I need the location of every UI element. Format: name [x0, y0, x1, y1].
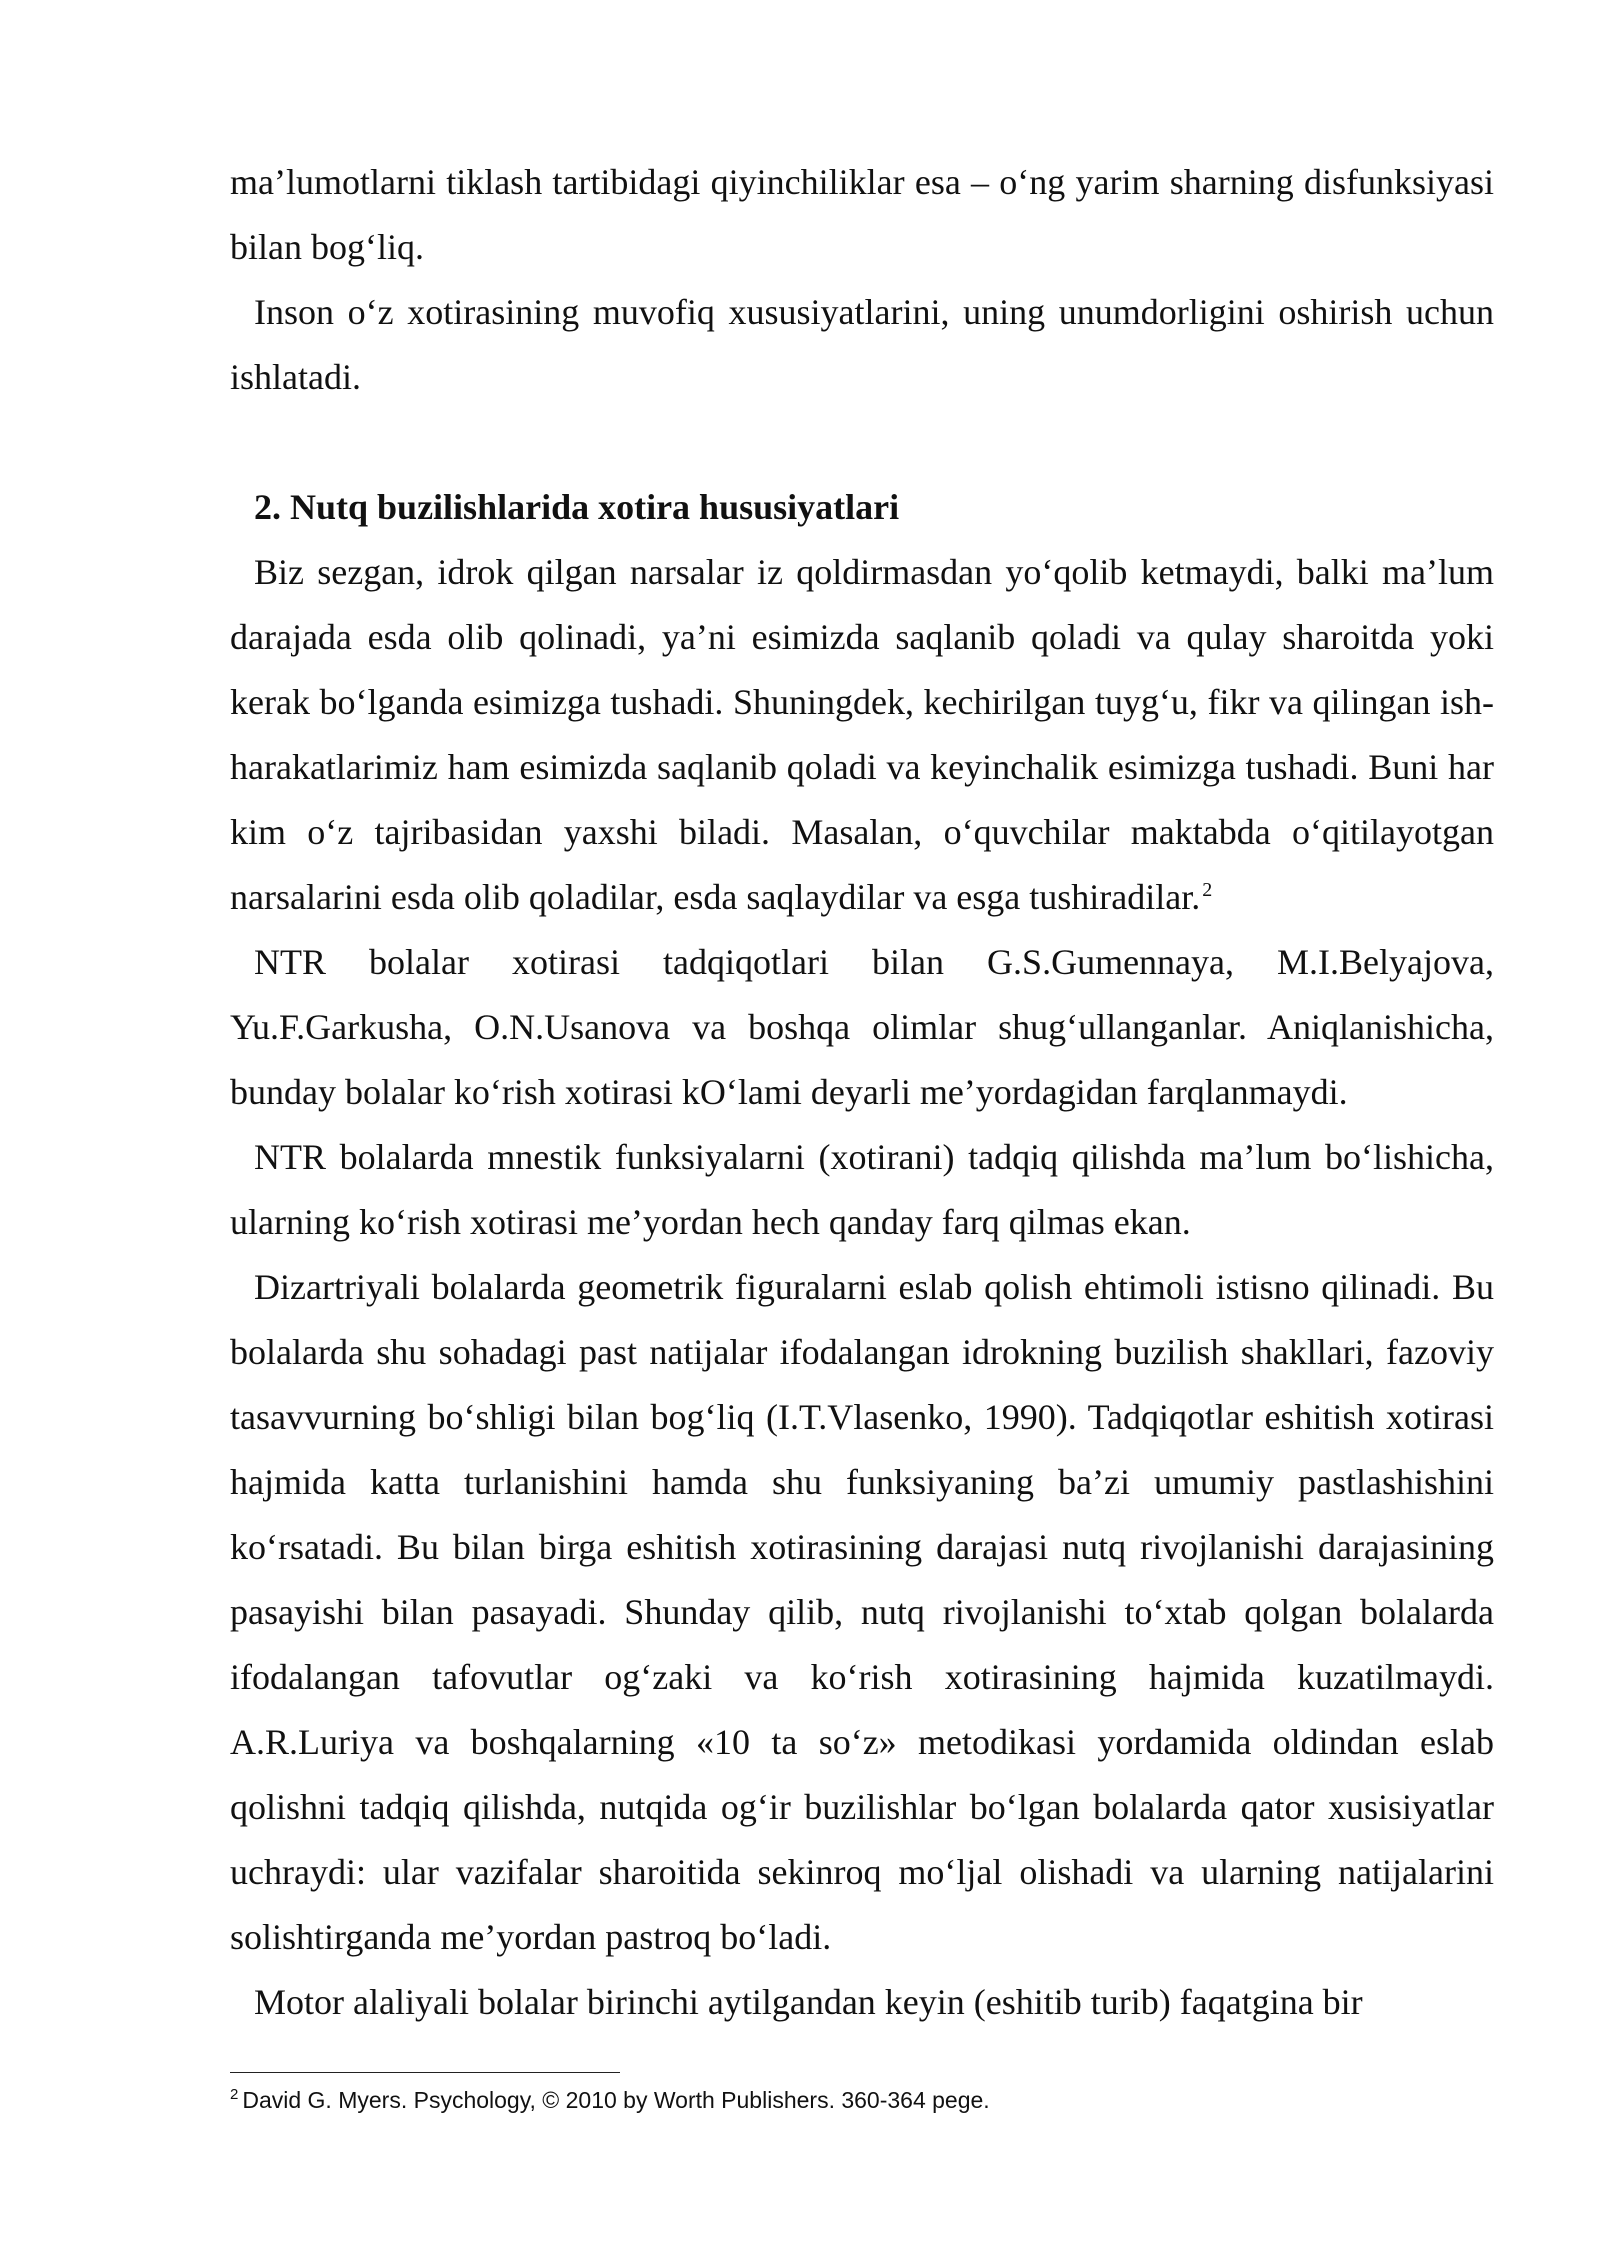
footnote-text: David G. Myers. Psychology, © 2010 by Worth Publishers. 360-364 pege. — [242, 2087, 990, 2113]
paragraph-truncated: Motor alaliyali bolalar birinchi aytilgandan keyin (eshitib turib) faqatgina bir — [254, 1982, 1363, 2022]
paragraph-continuation: ma’lumotlarni tiklash tartibidagi qiyinchiliklar esa – o‘ng yarim sharning disfunksiyasi bilan bog‘liq. — [230, 162, 1494, 267]
footnote-number: 2 — [230, 2086, 239, 2104]
paragraph: NTR bolalarda mnestik funksiyalarni (xotirani) tadqiq qilishda ma’lum bo‘lishicha, ularning ko‘rish xotirasi me’yordan hech qanday farq qilmas ekan. — [230, 1137, 1494, 1242]
paragraph: Dizartriyali bolalarda geometrik figuralarni eslab qolish ehtimoli istisno qilinadi. Bu bolalarda shu sohadagi past natijalar ifodalangan idrokning buzilish shakllari, fazoviy tasavvurning bo‘shligi bilan bog‘liq (I.T.Vlasenko, 1990). Tadqiqotlar eshitish xotirasi hajmida katta turlanishini hamda shu funksiyaning ba’zi umumiy pastlashishini ko‘rsatadi. Bu bilan birga eshitish xotirasining darajasi nutq rivojlanishi darajasining pasayishi bilan pasayadi. Shunday qilib, nutq rivojlanishi to‘xtab qolgan bolalarda ifodalangan tafovutlar og‘zaki va ko‘rish xotirasining hajmida kuzatilmaydi. A.R.Luriya va boshqalarning «10 ta so‘z» metodikasi yordamida oldindan eslab qolishni tadqiq qilishda, nutqida og‘ir buzilishlar bo‘lgan bolalarda qator xusisiyatlar uchraydi: ular vazifalar sharoitida sekinroq mo‘ljal olishadi va ularning natijalarini solishtirganda me’yordan pastroq bo‘ladi. — [230, 1267, 1494, 1957]
paragraph: Inson o‘z xotirasining muvofiq xususiyatlarini, uning unumdorligini oshirish uchun ishlatadi. — [230, 292, 1494, 397]
footnote — [230, 2082, 1494, 2118]
footnote-separator — [230, 2072, 620, 2073]
page-body — [230, 150, 1494, 2035]
blank-line — [230, 410, 1494, 475]
section-heading: 2. Nutq buzilishlarida xotira hususiyatlari — [254, 487, 900, 527]
footnote-reference[interactable]: 2 — [1202, 879, 1213, 901]
paragraph: NTR bolalar xotirasi tadqiqotlari bilan G.S.Gumennaya, M.I.Belyajova, Yu.F.Garkusha, O.N.Usanova va boshqa olimlar shug‘ullanganlar. Aniqlanishicha, bunday bolalar ko‘rish xotirasi kO‘lami deyarli me’yordagidan farqlanmaydi. — [230, 942, 1494, 1112]
paragraph — [230, 540, 1494, 930]
paragraph-text: Biz sezgan, idrok qilgan narsalar iz qoldirmasdan yo‘qolib ketmaydi, balki ma’lum darajada esda olib qolinadi, ya’ni esimizda saqlanib qoladi va qulay sharoitda yoki kerak bo‘lganda esimizga tushadi. Shuningdek, kechirilgan tuyg‘u, fikr va qilingan ish-harakatlarimiz ham esimizda saqlanib qoladi va keyinchalik esimizga tushadi. Buni har kim o‘z tajribasidan yaxshi biladi. Masalan, o‘quvchilar maktabda o‘qitilayotgan narsalarini esda olib qoladilar, esda saqlaydilar va esga tushiradilar. — [230, 552, 1494, 917]
